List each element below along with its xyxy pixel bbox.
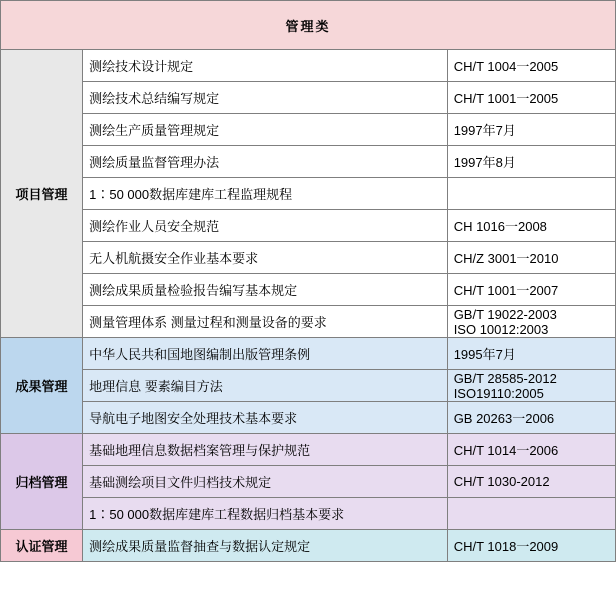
page-title: 管理类 bbox=[1, 1, 616, 50]
standard-name-cell: 测绘成果质量监督抽查与数据认定规定 bbox=[83, 530, 448, 562]
standard-name-cell: 测绘成果质量检验报告编写基本规定 bbox=[83, 274, 448, 306]
standard-name-cell: 测绘作业人员安全规范 bbox=[83, 210, 448, 242]
standard-code-cell: 1995年7月 bbox=[447, 338, 615, 370]
category-cell: 认证管理 bbox=[1, 530, 83, 562]
table-row bbox=[1, 530, 616, 562]
standard-name-cell: 测绘质量监督管理办法 bbox=[83, 146, 448, 178]
standard-code-cell: CH/T 1030-2012 bbox=[447, 466, 615, 498]
table-row bbox=[1, 82, 616, 114]
table-row bbox=[1, 402, 616, 434]
standard-name-cell: 基础地理信息数据档案管理与保护规范 bbox=[83, 434, 448, 466]
standard-code-cell: GB 20263一2006 bbox=[447, 402, 615, 434]
standard-code-cell bbox=[447, 178, 615, 210]
standard-name-cell: 测绘技术总结编写规定 bbox=[83, 82, 448, 114]
standard-name-cell: 1∶50 000数据库建库工程监理规程 bbox=[83, 178, 448, 210]
standard-code-cell: CH/T 1001一2007 bbox=[447, 274, 615, 306]
category-cell: 成果管理 bbox=[1, 338, 83, 434]
standard-code-cell: 1997年8月 bbox=[447, 146, 615, 178]
table-body bbox=[1, 1, 616, 562]
standard-name-cell: 测量管理体系 测量过程和测量设备的要求 bbox=[83, 306, 448, 338]
standard-name-cell: 导航电子地图安全处理技术基本要求 bbox=[83, 402, 448, 434]
category-cell: 项目管理 bbox=[1, 50, 83, 338]
standard-code-cell bbox=[447, 498, 615, 530]
standard-code-cell: CH/T 1004一2005 bbox=[447, 50, 615, 82]
table-row bbox=[1, 114, 616, 146]
table-row bbox=[1, 466, 616, 498]
standard-name-cell: 测绘技术设计规定 bbox=[83, 50, 448, 82]
title-row bbox=[1, 1, 616, 50]
standard-code-cell: GB/T 28585-2012 ISO19110:2005 bbox=[447, 370, 615, 402]
table-row bbox=[1, 274, 616, 306]
table-row bbox=[1, 50, 616, 82]
standard-name-cell: 地理信息 要素编目方法 bbox=[83, 370, 448, 402]
table-row bbox=[1, 306, 616, 338]
table-row bbox=[1, 434, 616, 466]
standard-code-cell: CH/T 1001一2005 bbox=[447, 82, 615, 114]
standard-code-cell: CH/T 1018一2009 bbox=[447, 530, 615, 562]
standard-code-cell: GB/T 19022-2003 ISO 10012:2003 bbox=[447, 306, 615, 338]
standard-name-cell: 1∶50 000数据库建库工程数据归档基本要求 bbox=[83, 498, 448, 530]
table-row bbox=[1, 370, 616, 402]
category-cell: 归档管理 bbox=[1, 434, 83, 530]
table-row bbox=[1, 242, 616, 274]
standard-name-cell: 中华人民共和国地图编制出版管理条例 bbox=[83, 338, 448, 370]
standard-code-cell: 1997年7月 bbox=[447, 114, 615, 146]
standard-code-cell: CH 1016一2008 bbox=[447, 210, 615, 242]
table-row bbox=[1, 146, 616, 178]
standard-name-cell: 测绘生产质量管理规定 bbox=[83, 114, 448, 146]
table-row bbox=[1, 338, 616, 370]
standard-name-cell: 无人机航摄安全作业基本要求 bbox=[83, 242, 448, 274]
standard-name-cell: 基础测绘项目文件归档技术规定 bbox=[83, 466, 448, 498]
table-row bbox=[1, 178, 616, 210]
standard-code-cell: CH/T 1014一2006 bbox=[447, 434, 615, 466]
standard-code-cell: CH/Z 3001一2010 bbox=[447, 242, 615, 274]
table-row bbox=[1, 498, 616, 530]
table-row bbox=[1, 210, 616, 242]
